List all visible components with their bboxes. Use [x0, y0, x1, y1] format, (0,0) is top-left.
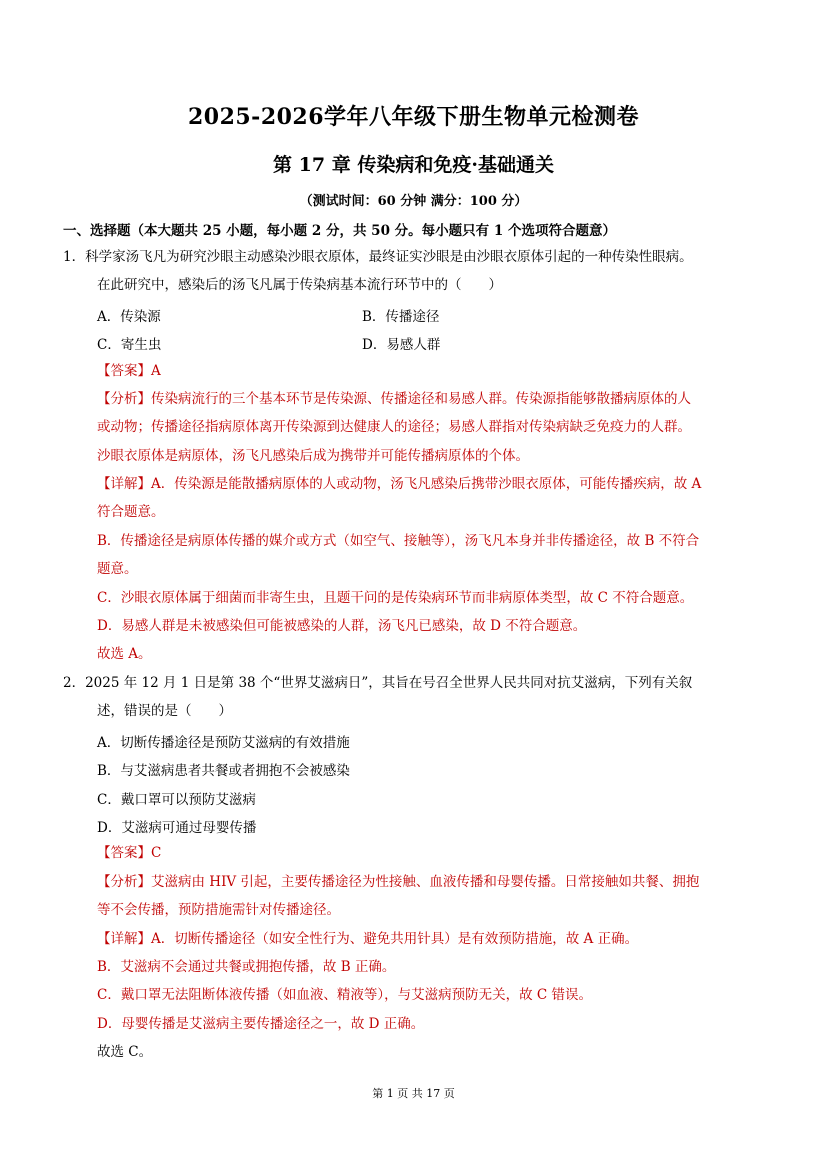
q1-stem-line2: 在此研究中，感染后的汤飞凡属于传染病基本流行环节中的（ ） — [97, 277, 502, 293]
q2-answer: 【答案】C — [97, 845, 162, 861]
q1-detail-line4: 题意。 — [97, 561, 138, 577]
q2-detail-line1: 【详解】A．切断传播途径（如安全性行为、避免共用针具）是有效预防措施，故 A 正确。 — [97, 931, 639, 947]
q1-analysis-line2: 或动物；传播途径指病原体离开传染源到达健康人的途径；易感人群指对传染病缺乏免疫力的人群。 — [97, 419, 691, 435]
q1-option-b: B．传播途径 — [362, 309, 440, 325]
q1-detail-line3: B．传播途径是病原体传播的媒介或方式（如空气、接触等），汤飞凡本身并非传播途径，故 B 不符合 — [97, 533, 700, 549]
q2-option-c: C．戴口罩可以预防艾滋病 — [97, 792, 256, 808]
q1-detail-line1: 【详解】A．传染源是能散播病原体的人或动物，汤飞凡感染后携带沙眼衣原体，可能传播疾病，故 A — [97, 476, 702, 492]
q1-conclusion: 故选 A。 — [97, 646, 152, 662]
q1-detail-line6: D．易感人群是未被感染但可能被感染的人群，汤飞凡已感染，故 D 不符合题意。 — [97, 618, 587, 634]
q2-stem-line2: 述，错误的是（ ） — [97, 703, 232, 719]
q2-option-a: A．切断传播途径是预防艾滋病的有效措施 — [97, 735, 350, 751]
q1-stem-line1: 1．科学家汤飞凡为研究沙眼主动感染沙眼衣原体，最终证实沙眼是由沙眼衣原体引起的一种传染性眼病。 — [63, 249, 693, 265]
q1-option-d: D．易感人群 — [362, 337, 441, 353]
q1-option-c: C．寄生虫 — [97, 337, 162, 353]
q1-answer: 【答案】A — [97, 363, 161, 379]
q2-stem-line1: 2．2025 年 12 月 1 日是第 38 个“世界艾滋病日”，其旨在号召全世界人民共同对抗艾滋病，下列有关叙 — [63, 675, 693, 691]
chapter-subtitle: 第 17 章 传染病和免疫·基础通关 — [273, 154, 554, 176]
q1-detail-line2: 符合题意。 — [97, 504, 165, 520]
q2-option-b: B．与艾滋病患者共餐或者拥抱不会被感染 — [97, 763, 350, 779]
q1-analysis-line3: 沙眼衣原体是病原体，汤飞凡感染后成为携带并可能传播病原体的个体。 — [97, 448, 529, 464]
q2-option-d: D．艾滋病可通过母婴传播 — [97, 820, 257, 836]
test-meta: （测试时间：60 分钟 满分：100 分） — [299, 194, 528, 209]
q1-option-a: A．传染源 — [97, 309, 161, 325]
q2-detail-line2: B．艾滋病不会通过共餐或拥抱传播，故 B 正确。 — [97, 959, 396, 975]
q2-detail-line3: C．戴口罩无法阻断体液传播（如血液、精液等），与艾滋病预防无关，故 C 错误。 — [97, 987, 592, 1003]
q1-analysis-line1: 【分析】传染病流行的三个基本环节是传染源、传播途径和易感人群。传染源指能够散播病原体的人 — [97, 391, 691, 407]
section-heading: 一、选择题（本大题共 25 小题，每小题 2 分，共 50 分。每小题只有 1 个选项符合题意） — [63, 223, 616, 239]
page-footer: 第 1 页 共 17 页 — [372, 1087, 455, 1100]
document-title: 2025-2026学年八年级下册生物单元检测卷 — [187, 104, 640, 130]
q2-analysis-line1: 【分析】艾滋病由 HIV 引起，主要传播途径为性接触、血液传播和母婴传播。日常接触如共餐、拥抱 — [97, 874, 700, 890]
q2-conclusion: 故选 C。 — [97, 1044, 153, 1060]
q2-detail-line4: D．母婴传播是艾滋病主要传播途径之一，故 D 正确。 — [97, 1016, 425, 1032]
q1-detail-line5: C．沙眼衣原体属于细菌而非寄生虫，且题干问的是传染病环节而非病原体类型，故 C 不符合题意。 — [97, 590, 694, 606]
q2-analysis-line2: 等不会传播，预防措施需针对传播途径。 — [97, 902, 340, 918]
